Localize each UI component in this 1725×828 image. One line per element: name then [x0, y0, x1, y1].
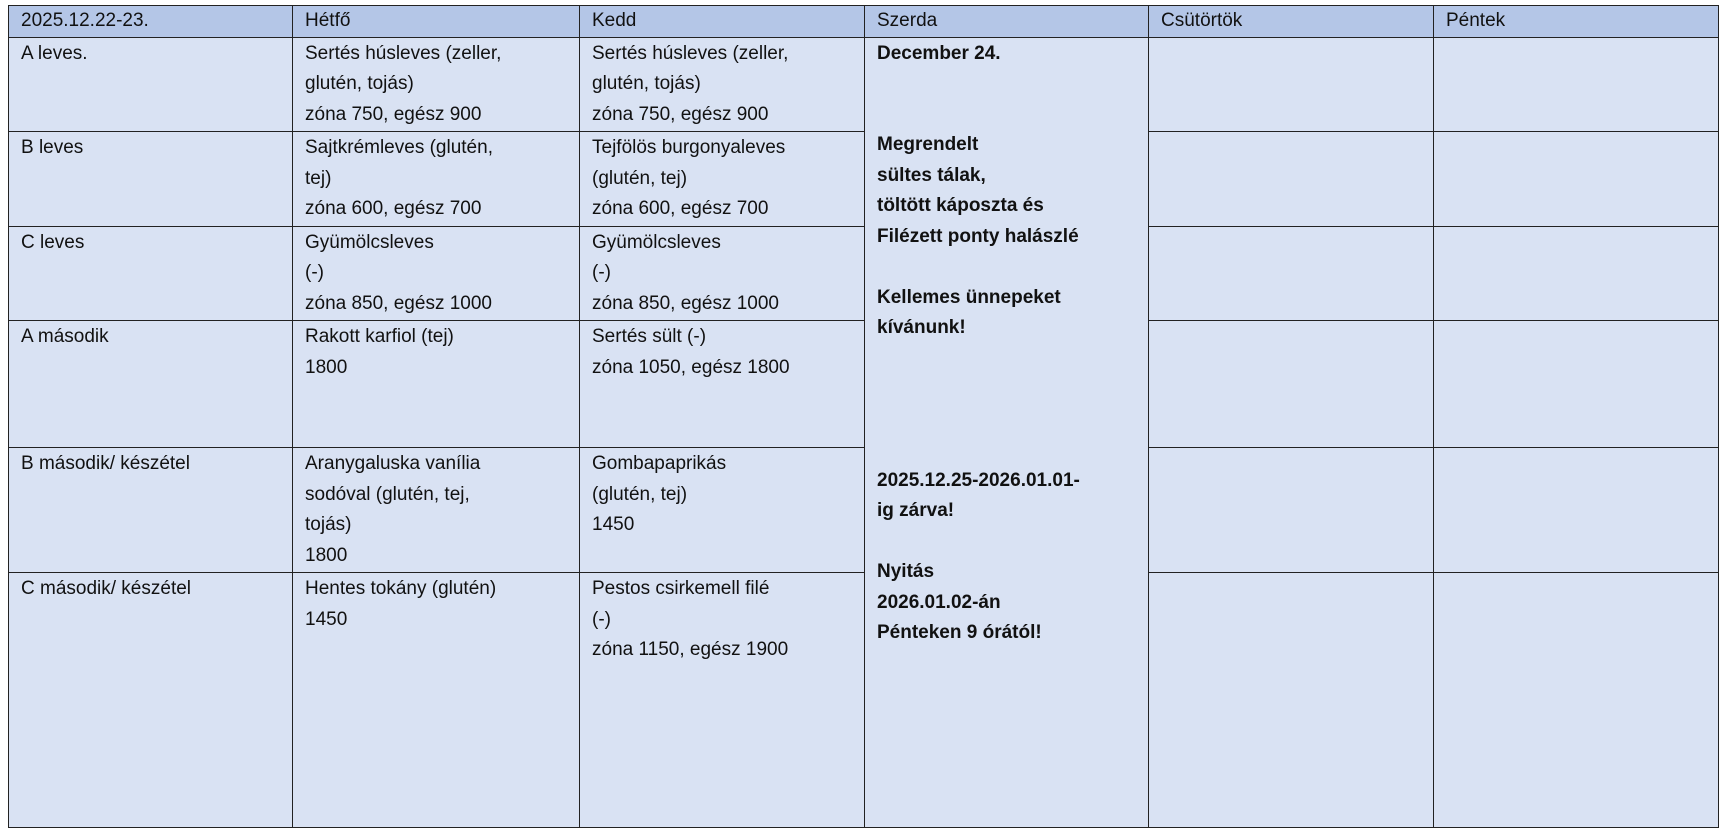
- row-label: C második/ készétel: [9, 573, 293, 828]
- friday-cell: [1434, 321, 1719, 448]
- header-date: 2025.12.22-23.: [9, 6, 293, 38]
- table-row: [9, 37, 1719, 132]
- table-row: [9, 573, 1719, 828]
- friday-cell: [1434, 132, 1719, 227]
- table-row: [9, 226, 1719, 321]
- tuesday-cell: Pestos csirkemell filé (-) zóna 1150, egész 1900: [580, 573, 865, 828]
- row-label: B második/ készétel: [9, 448, 293, 573]
- thursday-cell: [1149, 573, 1434, 828]
- monday-cell: Hentes tokány (glutén) 1450: [293, 573, 580, 828]
- header-row: [9, 6, 1719, 38]
- thursday-cell: [1149, 226, 1434, 321]
- row-label: A második: [9, 321, 293, 448]
- friday-cell: [1434, 226, 1719, 321]
- wednesday-note: December 24. Megrendelt sültes tálak, töltött káposzta és Filézett ponty halászlé Kellemes ünnepeket kívánunk! 2025.12.25-2026.01.01- ig zárva! Nyitás 2026.01.02-án Pénteken 9 órától!: [865, 37, 1149, 828]
- monday-cell: Sertés húsleves (zeller, glutén, tojás) zóna 750, egész 900: [293, 37, 580, 132]
- header-friday: Péntek: [1434, 6, 1719, 38]
- row-label: C leves: [9, 226, 293, 321]
- weekly-menu-table: [8, 5, 1719, 828]
- header-thursday: Csütörtök: [1149, 6, 1434, 38]
- header-tuesday: Kedd: [580, 6, 865, 38]
- table-row: [9, 321, 1719, 448]
- header-monday: Hétfő: [293, 6, 580, 38]
- row-label: A leves.: [9, 37, 293, 132]
- monday-cell: Sajtkrémleves (glutén, tej) zóna 600, egész 700: [293, 132, 580, 227]
- thursday-cell: [1149, 132, 1434, 227]
- thursday-cell: [1149, 37, 1434, 132]
- monday-cell: Aranygaluska vanília sodóval (glutén, tej, tojás) 1800: [293, 448, 580, 573]
- header-wednesday: Szerda: [865, 6, 1149, 38]
- row-label: B leves: [9, 132, 293, 227]
- tuesday-cell: Gyümölcsleves (-) zóna 850, egész 1000: [580, 226, 865, 321]
- friday-cell: [1434, 37, 1719, 132]
- thursday-cell: [1149, 321, 1434, 448]
- monday-cell: Gyümölcsleves (-) zóna 850, egész 1000: [293, 226, 580, 321]
- tuesday-cell: Sertés húsleves (zeller, glutén, tojás) zóna 750, egész 900: [580, 37, 865, 132]
- thursday-cell: [1149, 448, 1434, 573]
- tuesday-cell: Sertés sült (-) zóna 1050, egész 1800: [580, 321, 865, 448]
- table-row: [9, 132, 1719, 227]
- table-row: [9, 448, 1719, 573]
- friday-cell: [1434, 448, 1719, 573]
- tuesday-cell: Tejfölös burgonyaleves (glutén, tej) zóna 600, egész 700: [580, 132, 865, 227]
- friday-cell: [1434, 573, 1719, 828]
- tuesday-cell: Gombapaprikás (glutén, tej) 1450: [580, 448, 865, 573]
- monday-cell: Rakott karfiol (tej) 1800: [293, 321, 580, 448]
